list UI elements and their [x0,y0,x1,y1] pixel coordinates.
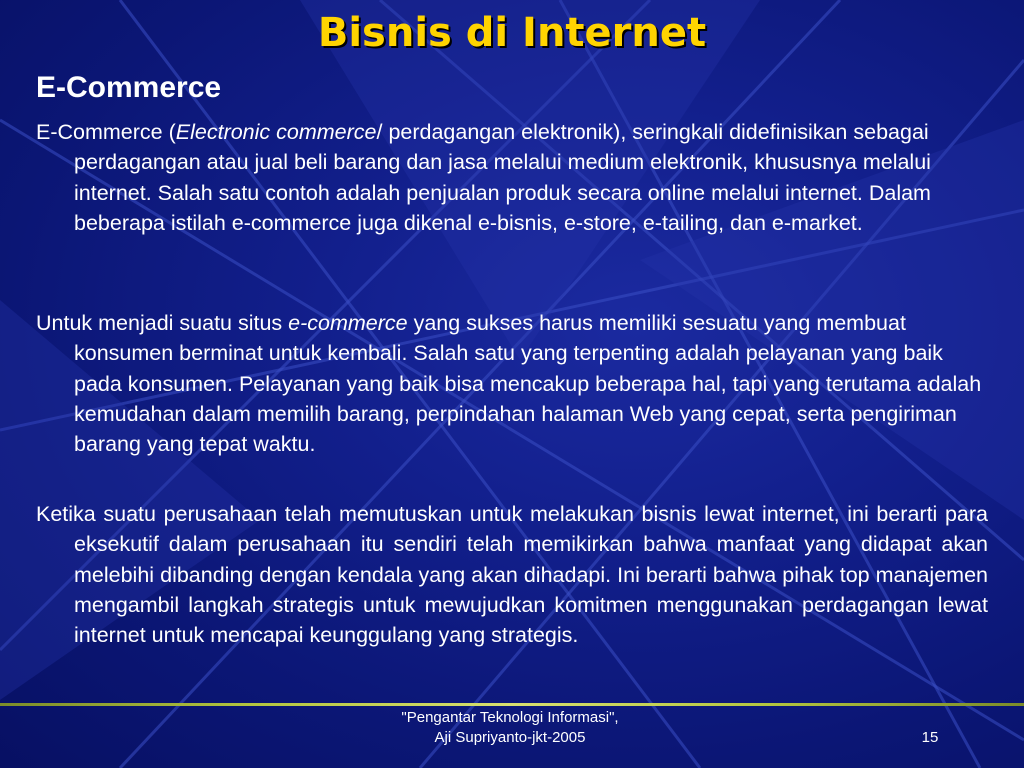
paragraph-text: / perdagangan elektronik), seringkali didefinisikan sebagai perdagangan atau jual beli barang dan jasa melalui medium elektronik, khususnya melalui internet. Salah satu contoh adalah penjualan produk secara online melalui internet. Dalam beberapa istilah e-commerce juga dikenal e-bisnis, e-store, e-tailing, dan e-market. [74,120,931,235]
paragraph-ecommerce-definition [36,117,988,238]
paragraph-company-decision: Ketika suatu perusahaan telah memutuskan untuk melakukan bisnis lewat internet, ini berarti para eksekutif dalam perusahaan itu sendiri telah memikirkan bahwa manfaat yang didapat akan melebihi dibanding dengan kendala yang akan dihadapi. Ini berarti bahwa pihak top manajemen mengambil langkah strategis untuk mewujudkan komitmen menggunakan perdagangan lewat internet untuk mencapai keunggulang yang strategis. [36,502,988,648]
paragraph-emphasis: e-commerce [288,311,408,335]
paragraph-emphasis: Electronic commerce [175,120,377,144]
slide-title: Bisnis di Internet [317,10,707,56]
footer-credit [340,708,680,748]
footer-course-title: "Pengantar Teknologi Informasi", [401,709,619,726]
paragraph-successful-site [36,308,988,459]
paragraph-text: Untuk menjadi suatu situs [36,311,289,335]
footer-author: Aji Supriyanto-jkt-2005 [434,729,586,746]
section-heading: E-Commerce [36,71,222,104]
footer-divider [0,703,1024,706]
paragraph-text: yang sukses harus memiliki sesuatu yang membuat konsumen berminat untuk kembali. Salah satu yang terpenting adalah pelayanan yang baik pada konsumen. Pelayanan yang baik bisa mencakup beberapa hal, tapi yang terutama adalah kemudahan dalam memilih barang, perpindahan halaman Web yang cepat, serta pengiriman barang yang tepat waktu. [74,311,982,457]
page-number: 15 [921,729,939,746]
paragraph-text: E-Commerce ( [36,120,176,144]
